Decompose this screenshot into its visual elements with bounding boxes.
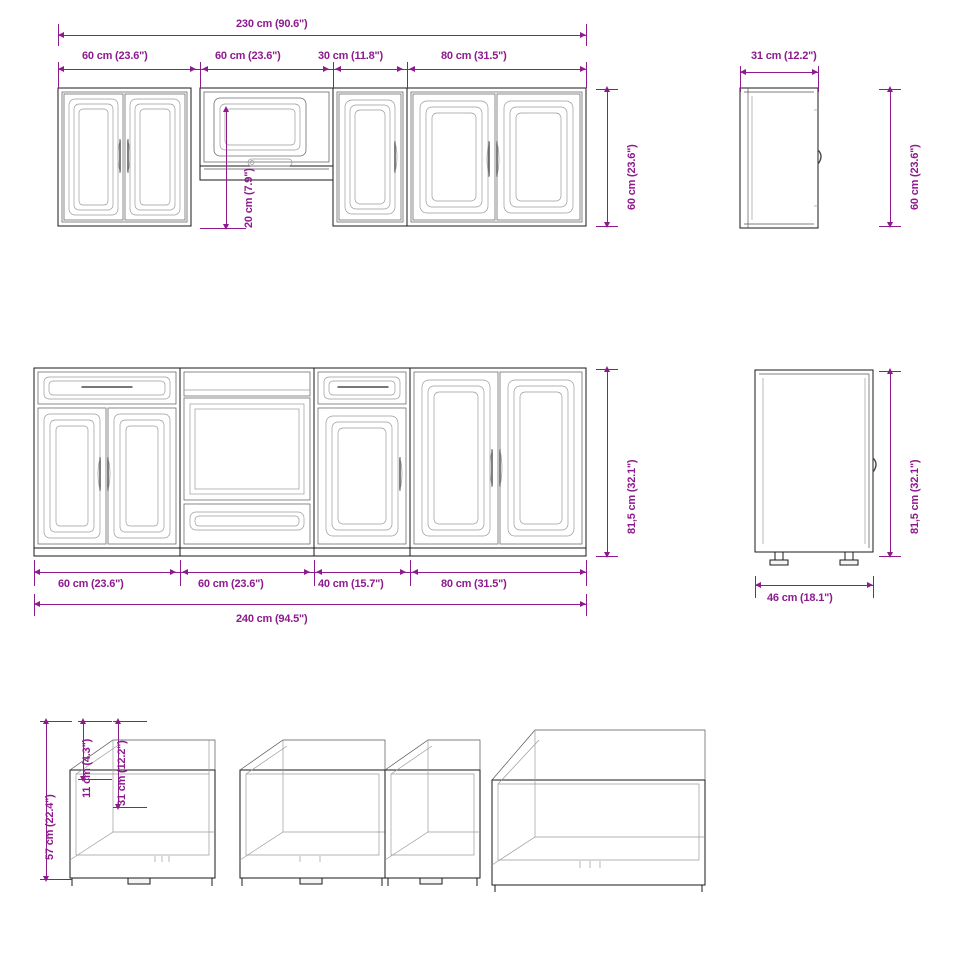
dim-line-lower-overall (34, 604, 586, 605)
interior-perspective-view (0, 700, 955, 950)
dim-lower-height: 81,5 cm (32.1") (626, 459, 638, 534)
lower-unit-b-oven (180, 368, 314, 556)
dim-line-upper-depth (740, 72, 818, 73)
dim-interior-gap-large: 31 cm (12.2") (116, 740, 128, 806)
dim-line-upper-segments (58, 69, 586, 70)
upper-unit-d (407, 88, 586, 226)
dim-line-lower-side-height (890, 372, 891, 556)
dim-upper-side-height: 60 cm (23.6") (909, 144, 921, 210)
lower-side-view (755, 370, 876, 565)
interior-box-3 (385, 740, 480, 886)
dim-line-lower-segments (34, 572, 586, 573)
dim-upper-seg-2: 60 cm (23.6") (215, 50, 281, 62)
dim-upper-height: 60 cm (23.6") (626, 144, 638, 210)
dim-line-upper-side-height (890, 90, 891, 226)
dim-lower-seg-3: 40 cm (15.7") (318, 578, 384, 590)
dim-lower-seg-1: 60 cm (23.6") (58, 578, 124, 590)
upper-unit-a (58, 88, 191, 226)
dim-line-lower-height (607, 370, 608, 556)
dim-interior-total-height: 57 cm (22.4") (44, 794, 56, 860)
dim-upper-seg-3: 30 cm (11.8") (318, 50, 383, 62)
dim-line-hood-height (226, 110, 227, 228)
lower-unit-d (410, 368, 586, 556)
dim-lower-side-depth: 46 cm (18.1") (767, 592, 833, 604)
dim-lower-seg-2: 60 cm (23.6") (198, 578, 264, 590)
dim-upper-seg-1: 60 cm (23.6") (82, 50, 148, 62)
upper-run-elevation (0, 0, 955, 290)
upper-unit-b-hood (200, 88, 333, 180)
dim-line-upper-height (607, 90, 608, 226)
upper-unit-c (333, 88, 407, 226)
interior-box-2 (240, 740, 385, 886)
dim-upper-side-depth: 31 cm (12.2") (751, 50, 817, 62)
lower-unit-a (34, 368, 180, 556)
dim-lower-seg-4: 80 cm (31.5") (441, 578, 507, 590)
dim-line-upper-overall (58, 35, 586, 36)
upper-side-view (740, 88, 821, 228)
dim-lower-side-height: 81,5 cm (32.1") (909, 459, 921, 534)
lower-unit-c (314, 368, 410, 556)
dim-upper-seg-4: 80 cm (31.5") (441, 50, 507, 62)
dim-upper-overall-width: 230 cm (90.6") (236, 18, 308, 30)
dim-line-lower-side-depth (755, 585, 873, 586)
dim-lower-overall-width: 240 cm (94.5") (236, 613, 308, 625)
dim-interior-gap-small: 11 cm (4.3") (81, 738, 93, 798)
interior-box-4 (492, 730, 705, 892)
dim-hood-height: 20 cm (7.9") (243, 168, 255, 228)
